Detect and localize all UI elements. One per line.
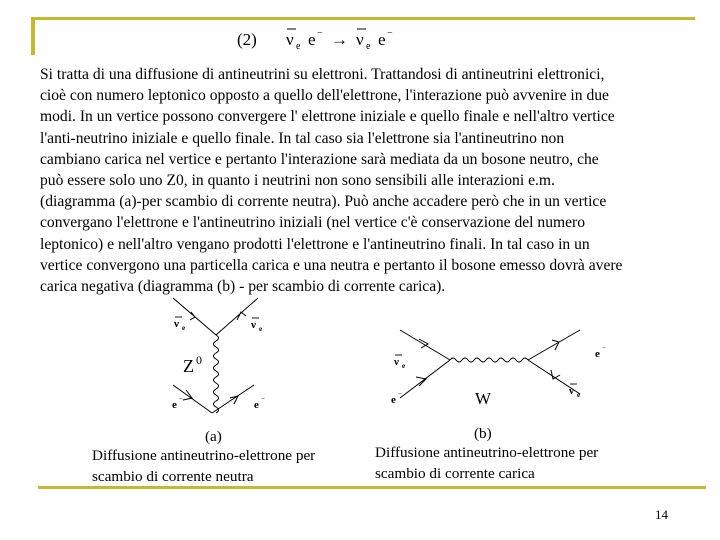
caption-b-label: (b) <box>474 425 492 442</box>
paragraph-line: l'anti-neutrino iniziale e quello finale. In tal caso sia l'elettrone sia l'antineutrino non <box>40 129 565 147</box>
caption-a-line2: scambio di corrente neutra <box>92 468 254 485</box>
caption-b-line2: scambio di corrente carica <box>375 465 535 482</box>
label-right-bottom-sub: e <box>577 391 581 399</box>
electron-out-line <box>528 330 580 360</box>
label-bottom-left-sup: − <box>179 395 183 403</box>
decorative-rule-bottom <box>38 486 706 489</box>
label-right-top: e <box>595 348 600 360</box>
w-boson-propagator <box>450 358 528 362</box>
paragraph-line: leptonico) e nell'altro vengano prodotti l'elettrone e l'antineutrino finali. In tal caso in un <box>40 235 590 253</box>
caption-b-line1: Diffusione antineutrino-elettrone per <box>375 444 599 461</box>
paragraph-line: (diagramma (a)-per scambio di corrente neutra). Può anche accadere però che in un vertice <box>40 193 607 211</box>
paragraph-line: carica negativa (diagramma (b) - per scambio di corrente carica). <box>40 278 446 296</box>
label-boson-sup: 0 <box>196 353 202 367</box>
paragraph-line: Si tratta di una diffusione di antineutrini su elettroni. Trattandosi di antineutrini elettronici, <box>40 66 605 83</box>
formula-number: (2) <box>237 30 257 49</box>
page-number: 14 <box>655 507 668 522</box>
formula-rhs-particle2-sup: − <box>387 28 393 39</box>
formula-lhs-particle1-sub: e <box>296 41 301 52</box>
label-right-bottom: ν <box>569 385 574 397</box>
reaction-formula <box>0 0 720 60</box>
label-left-bottom: e <box>391 394 396 406</box>
body-paragraph <box>40 64 720 297</box>
label-bottom-right: e <box>254 399 259 411</box>
z-boson-propagator <box>214 335 219 413</box>
label-bottom-right-sup: − <box>261 395 265 403</box>
formula-lhs-particle1: ν <box>286 30 294 49</box>
paragraph-line: cambiano carica nel vertice e pertanto l'interazione sarà mediata da un bosone neutro, che <box>40 150 599 168</box>
formula-rhs-particle2: e <box>378 30 386 49</box>
label-top-left-sub: e <box>182 324 186 332</box>
antineutrino-in-line <box>400 330 450 360</box>
formula-arrow: → <box>331 30 348 49</box>
label-top-left: ν <box>174 318 179 330</box>
label-bottom-left: e <box>172 399 177 411</box>
label-top-right-sub: e <box>259 325 263 333</box>
paragraph-line: modi. In un vertice possono convergere l' elettrone iniziale e quello finale e nell'altro vertice <box>40 108 615 126</box>
feynman-diagram-b <box>385 320 605 415</box>
label-boson: Z <box>183 356 194 376</box>
paragraph-line: cioè con numero leptonico opposto a quello dell'elettrone, l'interazione può avvenire in due <box>40 87 609 105</box>
paragraph-line: può essere solo uno Z0, in quanto i neutrini non sono sensibili alle interazioni e.m. <box>40 172 555 190</box>
caption-a-line1: Diffusione antineutrino-elettrone per <box>92 447 316 464</box>
label-left-bottom-sup: − <box>398 390 402 398</box>
label-left-top-sub: e <box>402 362 406 370</box>
label-left-top: ν <box>394 356 399 368</box>
caption-a-label: (a) <box>205 428 222 445</box>
formula-lhs-particle2-sup: − <box>317 28 323 39</box>
paragraph-line: convergano l'elettrone e l'antineutrino iniziali (nel vertice c'è conservazione del numero <box>40 214 586 232</box>
label-right-top-sup: − <box>602 344 606 352</box>
label-top-right: ν <box>251 319 256 331</box>
formula-rhs-particle1: ν <box>356 30 364 49</box>
paragraph-line: vertice convergono una particella carica e una neutra e pertanto il bosone emesso dovrà avere <box>40 256 623 274</box>
feynman-diagram-a <box>150 290 300 430</box>
label-boson: W <box>475 389 492 408</box>
formula-lhs-particle2: e <box>308 30 316 49</box>
formula-rhs-particle1-sub: e <box>366 41 371 52</box>
arrowhead <box>419 339 428 348</box>
arrowhead <box>551 370 560 379</box>
